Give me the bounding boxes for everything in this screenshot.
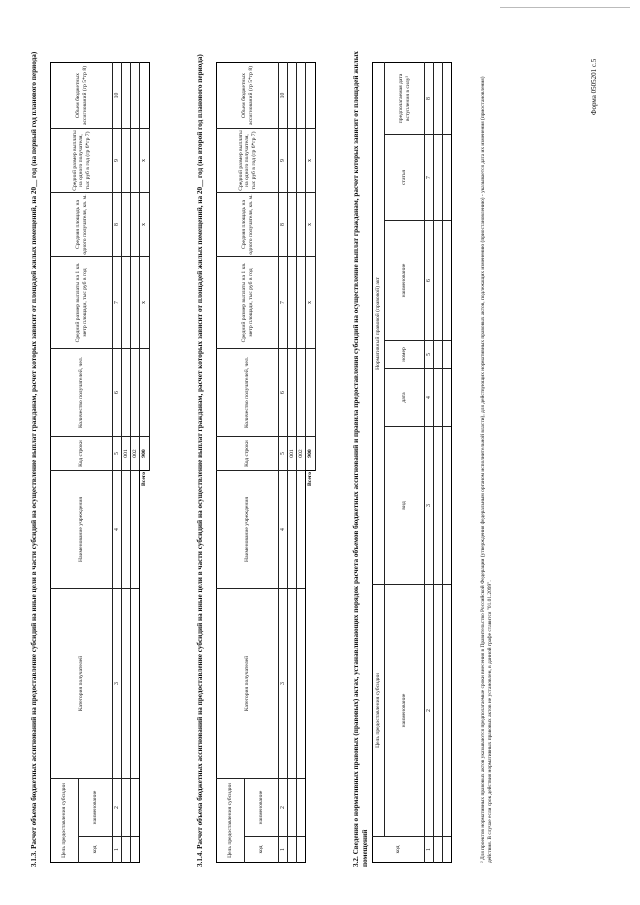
col-num: 5	[425, 341, 434, 369]
total-row	[306, 63, 316, 863]
cell[interactable]	[297, 471, 306, 589]
total-label: Всего	[141, 472, 148, 486]
header-date: дата	[385, 369, 425, 427]
header-expected-date: предполагаемая дата вступления в силу²	[385, 62, 425, 134]
x-mark: x	[140, 193, 150, 257]
table-row	[434, 62, 443, 862]
table-row	[288, 63, 297, 863]
col-num: 8	[425, 62, 434, 134]
col-num: 9	[279, 129, 288, 193]
header-avg-payment-m2: Средний размер выплаты на 1 кв. метр площади, тыс руб в год	[217, 257, 279, 349]
header-avg-payment-recipient: Средний размер выплаты на одного получателя, тыс руб в год (гр 6*гр 7)	[217, 129, 279, 193]
cell[interactable]	[297, 257, 306, 349]
section-314-title: 3.1.4. Расчет объема бюджетных ассигнований на предоставление субсидий на иные цели в части субсидий на осуществление выплат гражданам, расчет которых зависит от площадей жилых помещений, на 20__ год (на второй год планового периода)	[196, 54, 204, 867]
cell[interactable]	[122, 471, 131, 589]
table-row	[122, 63, 131, 863]
header-code: код	[79, 837, 113, 863]
col-num: 2	[113, 779, 122, 837]
header-name: наименование	[245, 779, 279, 837]
cell[interactable]	[443, 837, 452, 863]
total-code: 900	[306, 437, 316, 471]
col-num: 1	[113, 837, 122, 863]
table-row	[297, 63, 306, 863]
col-num: 7	[113, 257, 122, 349]
cell[interactable]	[122, 779, 131, 837]
cell[interactable]	[443, 585, 452, 837]
cell[interactable]	[288, 257, 297, 349]
col-num: 3	[279, 589, 288, 779]
header-avg-area: Средняя площадь на одного получателя, кв. м.	[51, 193, 113, 257]
header-number: номер	[385, 341, 425, 369]
cell[interactable]	[297, 129, 306, 193]
cell[interactable]	[434, 837, 443, 863]
col-num: 6	[113, 349, 122, 437]
cell[interactable]	[297, 193, 306, 257]
cell[interactable]	[434, 221, 443, 341]
col-num: 9	[113, 129, 122, 193]
header-institution: Наименование учреждения	[51, 471, 113, 589]
total-recipients[interactable]	[140, 349, 150, 437]
cell[interactable]	[288, 779, 297, 837]
cell[interactable]	[434, 427, 443, 585]
cell[interactable]	[443, 221, 452, 341]
cell[interactable]	[122, 257, 131, 349]
cell[interactable]	[122, 63, 131, 129]
cell[interactable]	[122, 129, 131, 193]
cell[interactable]	[122, 349, 131, 437]
col-num: 8	[113, 193, 122, 257]
header-line-code: Код строки	[217, 437, 279, 471]
cell[interactable]	[434, 341, 443, 369]
cell[interactable]	[131, 837, 140, 863]
x-mark: x	[306, 193, 316, 257]
cell[interactable]	[434, 62, 443, 134]
cell[interactable]	[288, 129, 297, 193]
col-num: 2	[279, 779, 288, 837]
col-num: 6	[279, 349, 288, 437]
col-num: 6	[425, 221, 434, 341]
cell[interactable]	[443, 62, 452, 134]
cell[interactable]	[297, 63, 306, 129]
header-category: Категория получателей	[217, 589, 279, 779]
cell[interactable]	[131, 257, 140, 349]
col-num: 3	[425, 427, 434, 585]
col-num: 5	[113, 437, 122, 471]
cell[interactable]	[443, 341, 452, 369]
cell[interactable]	[131, 779, 140, 837]
cell[interactable]	[443, 369, 452, 427]
cell[interactable]	[434, 369, 443, 427]
footnote: ² Для проектов нормативных правовых актов указываются предполагаемые сроки внесения в Правительство Российской Федерации (утверждения федеральным органом исполнительной власти), для действующих нормативных правовых актов, подлежащих изменению (приостановлению) - указывается дата их изменения (приостановления) действия. В случае если срок действия нормативных правовых актов не установлен, в данной графе ставится "01.01.2099".	[480, 76, 493, 863]
cell[interactable]	[297, 779, 306, 837]
total-volume[interactable]	[306, 63, 316, 129]
total-row	[140, 63, 150, 863]
col-num: 1	[425, 837, 434, 863]
cell[interactable]	[288, 589, 297, 779]
section-313-table	[50, 62, 150, 863]
cell[interactable]	[434, 135, 443, 221]
cell[interactable]	[443, 427, 452, 585]
table-row	[131, 63, 140, 863]
row-code: 002	[297, 437, 306, 471]
cell[interactable]	[131, 193, 140, 257]
cell[interactable]	[288, 193, 297, 257]
col-num: 8	[279, 193, 288, 257]
total-recipients[interactable]	[306, 349, 316, 437]
cell[interactable]	[131, 471, 140, 589]
x-mark: x	[306, 129, 316, 193]
section-314-table	[216, 62, 316, 863]
col-num: 7	[425, 135, 434, 221]
section-313-title: 3.1.3. Расчет объема бюджетных ассигнований на предоставление субсидий на иные цели в части субсидий на осуществление выплат гражданам, расчет которых зависит от площадей жилых помещений, на 20__ год (на первый год планового периода)	[30, 51, 38, 867]
header-volume: Объем бюджетных ассигнований (гр 5*гр 8)	[51, 63, 113, 129]
header-avg-payment-m2: Средний размер выплаты на 1 кв. метр площади, тыс руб в год	[51, 257, 113, 349]
col-num: 4	[113, 471, 122, 589]
section-32-table	[372, 62, 452, 863]
cell[interactable]	[443, 135, 452, 221]
total-code: 900	[140, 437, 150, 471]
row-code: 001	[122, 437, 131, 471]
cell[interactable]	[288, 63, 297, 129]
col-num: 1	[279, 837, 288, 863]
col-num: 10	[279, 63, 288, 129]
header-recipients: Количество получателей, чел.	[217, 349, 279, 437]
x-mark: x	[140, 257, 150, 349]
header-goal: Цель предоставления субсидии	[217, 779, 245, 863]
header-category: Категория получателей	[51, 589, 113, 779]
header-avg-payment-recipient: Средний размер выплаты на одного получателя, тыс руб в год (гр 6*гр 7)	[51, 129, 113, 193]
cell[interactable]	[288, 471, 297, 589]
header-recipients: Количество получателей, чел.	[51, 349, 113, 437]
header-npa-code: вид	[385, 427, 425, 585]
col-num: 7	[279, 257, 288, 349]
cell[interactable]	[131, 589, 140, 779]
row-code: 002	[131, 437, 140, 471]
cell[interactable]	[288, 349, 297, 437]
cell[interactable]	[297, 589, 306, 779]
col-num: 10	[113, 63, 122, 129]
total-volume[interactable]	[140, 63, 150, 129]
cell[interactable]	[131, 129, 140, 193]
header-volume: Объем бюджетных ассигнований (гр 5*гр 8)	[217, 63, 279, 129]
header-institution: Наименование учреждения	[217, 471, 279, 589]
header-name: наименование	[385, 585, 425, 837]
total-label: Всего	[307, 472, 314, 486]
header-article: статья	[385, 135, 425, 221]
col-num: 4	[279, 471, 288, 589]
cell[interactable]	[122, 589, 131, 779]
col-num: 2	[425, 585, 434, 837]
row-code: 001	[288, 437, 297, 471]
cell[interactable]	[122, 837, 131, 863]
table-row	[443, 62, 452, 862]
header-goal: Цель предоставления субсидии	[51, 779, 79, 863]
col-num: 4	[425, 369, 434, 427]
header-line-code: Код строки	[51, 437, 113, 471]
cell[interactable]	[297, 349, 306, 437]
header-goal: Цель предоставления субсидии	[373, 585, 385, 837]
header-name: наименование	[79, 779, 113, 837]
x-mark: x	[306, 257, 316, 349]
cell[interactable]	[297, 837, 306, 863]
section-32-title: 3.2. Сведения о нормативных правовых (правовых) актах, устанавливающих порядок расчета объемов бюджетных ассигнований и правила предоставления субсидий на осуществление выплат гражданам, расчет которых зависит от площадей жилых помещений	[352, 51, 369, 867]
cell[interactable]	[131, 63, 140, 129]
header-npa-name: наименование	[385, 221, 425, 341]
cell[interactable]	[131, 349, 140, 437]
col-num: 5	[279, 437, 288, 471]
header-npa: Нормативный правовой (правовой) акт	[373, 62, 385, 584]
header-avg-area: Средняя площадь на одного получателя, кв. м.	[217, 193, 279, 257]
x-mark: x	[140, 129, 150, 193]
cell[interactable]	[434, 585, 443, 837]
cell[interactable]	[122, 193, 131, 257]
header-code: код	[245, 837, 279, 863]
form-number: Форма 0505201 с.5	[590, 58, 598, 115]
col-num: 3	[113, 589, 122, 779]
header-code: код	[373, 837, 425, 863]
cell[interactable]	[288, 837, 297, 863]
